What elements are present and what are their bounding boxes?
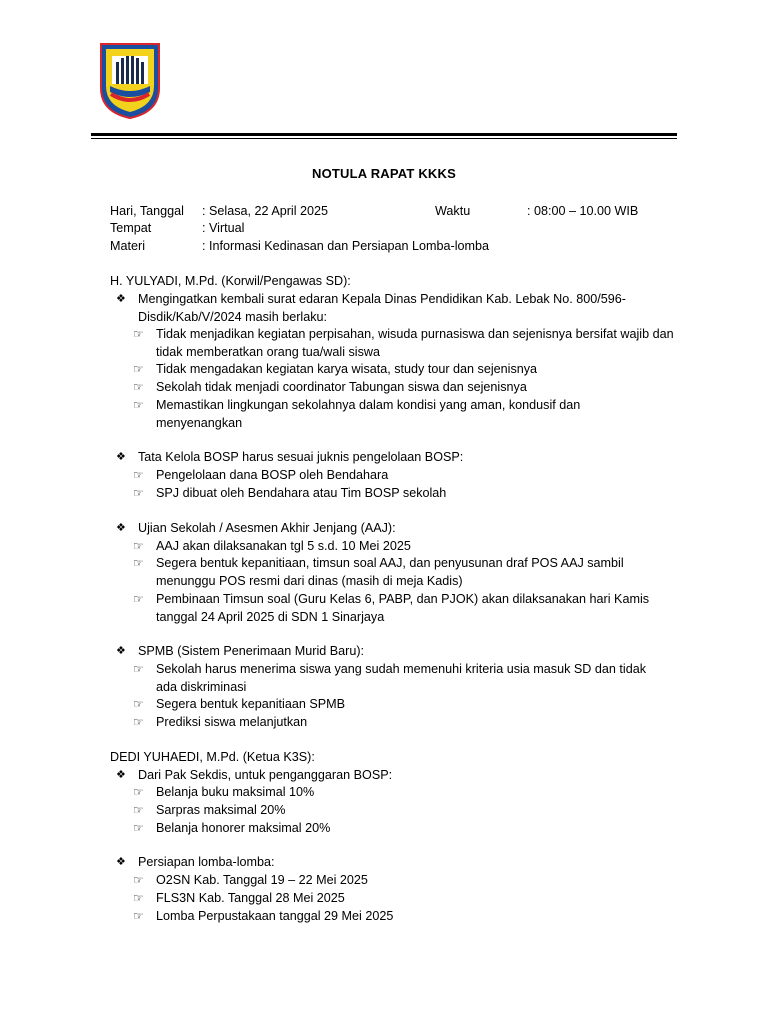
pointing-hand-bullet-icon: ☞ [133,803,144,817]
pointing-hand-bullet-icon: ☞ [133,468,144,482]
speaker-1-heading: H. YULYADI, M.Pd. (Korwil/Pengawas SD): [110,274,351,288]
s1-b3-text: Ujian Sekolah / Asesmen Akhir Jenjang (AAJ): [138,521,396,535]
s1-b1-item-2: Tidak mengadakan kegiatan karya wisata, study tour dan sejenisnya [156,362,538,376]
pointing-hand-bullet-icon: ☞ [133,380,144,394]
s1-b3-item-2: Segera bentuk kepanitiaan, timsun soal AAJ, dan penyusunan draf POS AAJ sambil menunggu POS resmi dari dinas (masih di meja Kadis) [156,556,624,588]
pointing-hand-bullet-icon: ☞ [133,592,144,606]
hari-value: : Selasa, 22 April 2025 [202,204,329,218]
header-rule-thick [91,133,677,136]
s1-b1-item-3: Sekolah tidak menjadi coordinator Tabungan siswa dan sejenisnya [156,380,527,394]
diamond-bullet-icon: ❖ [116,451,126,463]
pointing-hand-bullet-icon: ☞ [133,556,144,570]
s2-b2-item-3: Lomba Perpustakaan tanggal 29 Mei 2025 [156,909,394,923]
s1-b2-text: Tata Kelola BOSP harus sesuai juknis pengelolaan BOSP: [138,450,464,464]
s2-b2-item-1: O2SN Kab. Tanggal 19 – 22 Mei 2025 [156,873,368,887]
document-title: NOTULA RAPAT KKKS [312,166,456,181]
speaker-2-heading: DEDI YUHAEDI, M.Pd. (Ketua K3S): [110,750,315,764]
pointing-hand-bullet-icon: ☞ [133,398,144,412]
s2-b1-text: Dari Pak Sekdis, untuk penganggaran BOSP: [138,768,393,782]
materi-label: Materi [110,239,145,253]
waktu-value: : 08:00 – 10.00 WIB [527,204,639,218]
tempat-label: Tempat [110,221,152,235]
pointing-hand-bullet-icon: ☞ [133,327,144,341]
s1-b4-item-3: Prediksi siswa melanjutkan [156,715,308,729]
diamond-bullet-icon: ❖ [116,522,126,534]
pointing-hand-bullet-icon: ☞ [133,873,144,887]
pointing-hand-bullet-icon: ☞ [133,362,144,376]
pointing-hand-bullet-icon: ☞ [133,821,144,835]
waktu-label: Waktu [435,204,471,218]
pointing-hand-bullet-icon: ☞ [133,697,144,711]
pointing-hand-bullet-icon: ☞ [133,909,144,923]
s1-b4-item-1: Sekolah harus menerima siswa yang sudah memenuhi kriteria usia masuk SD dan tidak ada diskriminasi [156,662,646,694]
diamond-bullet-icon: ❖ [116,645,126,657]
s2-b2-text: Persiapan lomba-lomba: [138,855,275,869]
s2-b1-item-2: Sarpras maksimal 20% [156,803,286,817]
diamond-bullet-icon: ❖ [116,769,126,781]
s1-b3-item-3: Pembinaan Timsun soal (Guru Kelas 6, PABP, dan PJOK) akan dilaksanakan hari Kamis tanggal 24 April 2025 di SDN 1 Sinarjaya [156,592,650,624]
s1-b1-text: Mengingatkan kembali surat edaran Kepala Dinas Pendidikan Kab. Lebak No. 800/596-Disdik/Kab/V/2024 masih berlaku: [138,292,626,324]
s1-b2-item-2: SPJ dibuat oleh Bendahara atau Tim BOSP sekolah [156,486,447,500]
pointing-hand-bullet-icon: ☞ [133,486,144,500]
tempat-value: : Virtual [202,221,245,235]
s2-b1-item-3: Belanja honorer maksimal 20% [156,821,331,835]
pointing-hand-bullet-icon: ☞ [133,715,144,729]
s1-b1-item-4: Memastikan lingkungan sekolahnya dalam kondisi yang aman, kondusif dan menyenangkan [156,398,581,430]
s1-b1-item-1: Tidak menjadikan kegiatan perpisahan, wisuda purnasiswa dan sejenisnya bersifat wajib dan tidak memberatkan orang tua/wali siswa [156,327,674,359]
s1-b4-item-2: Segera bentuk kepanitiaan SPMB [156,697,346,711]
header-rule-thin [91,138,677,139]
pointing-hand-bullet-icon: ☞ [133,891,144,905]
pointing-hand-bullet-icon: ☞ [133,539,144,553]
pointing-hand-bullet-icon: ☞ [133,785,144,799]
s1-b4-text: SPMB (Sistem Penerimaan Murid Baru): [138,644,365,658]
pointing-hand-bullet-icon: ☞ [133,662,144,676]
materi-value: : Informasi Kedinasan dan Persiapan Lomba-lomba [202,239,490,253]
diamond-bullet-icon: ❖ [116,856,126,868]
s2-b2-item-2: FLS3N Kab. Tanggal 28 Mei 2025 [156,891,345,905]
s1-b3-item-1: AAJ akan dilaksanakan tgl 5 s.d. 10 Mei 2025 [156,539,411,553]
kabupaten-lebak-logo [97,42,163,120]
hari-label: Hari, Tanggal [110,204,184,218]
s2-b1-item-1: Belanja buku maksimal 10% [156,785,315,799]
diamond-bullet-icon: ❖ [116,293,126,305]
s1-b2-item-1: Pengelolaan dana BOSP oleh Bendahara [156,468,389,482]
